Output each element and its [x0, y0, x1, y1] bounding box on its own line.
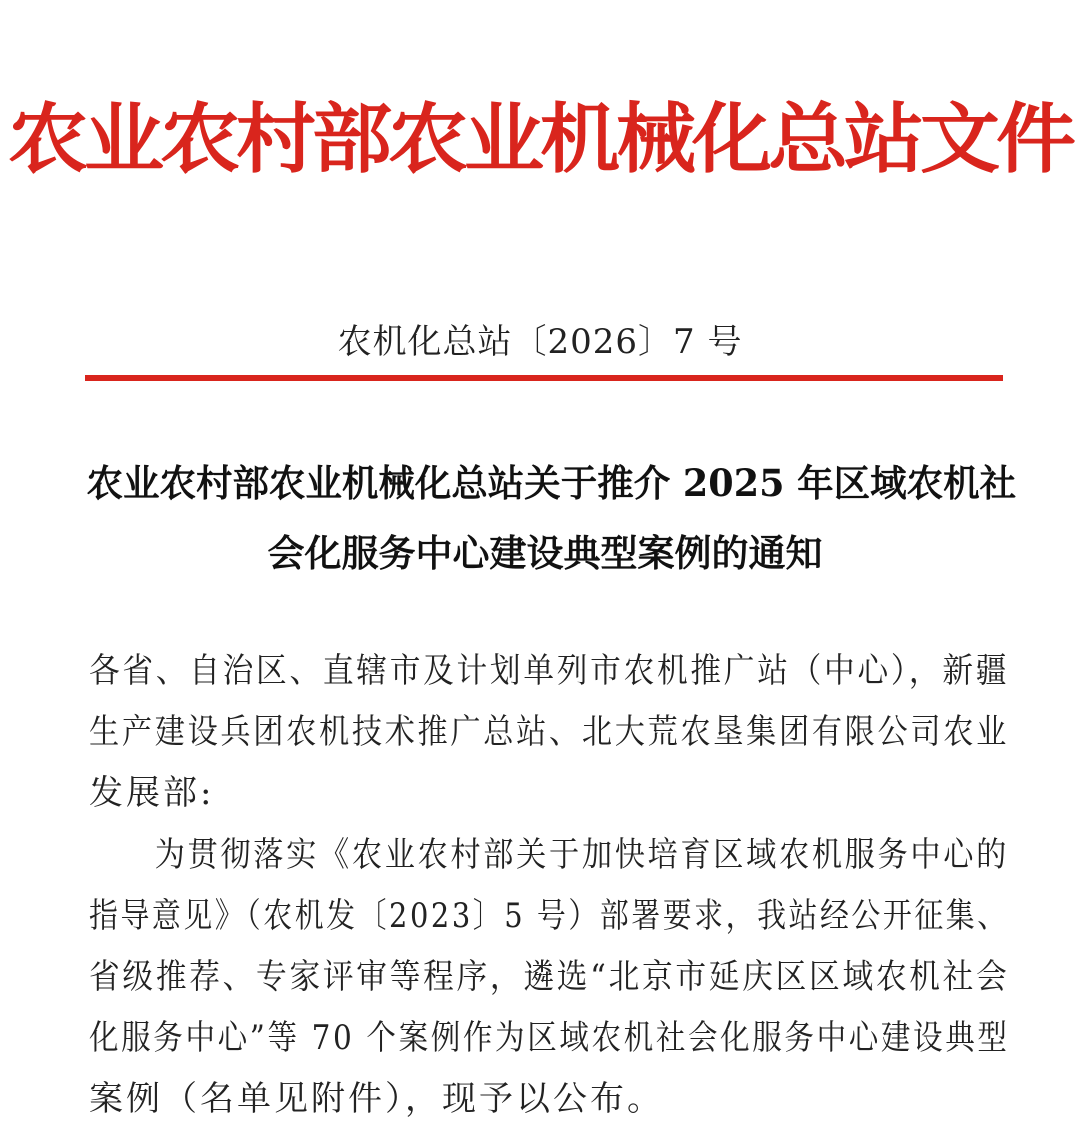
- addressee-line: 各省、自治区、直辖市及计划单列市农机推广站（中心），新疆: [89, 651, 1010, 691]
- addressee-line: 发展部:: [89, 773, 215, 813]
- addressee-block: [89, 641, 1009, 824]
- notice-title: [80, 448, 1017, 588]
- red-divider-line: [85, 375, 1003, 381]
- document-masthead: 农业农村部农业机械化总站文件: [8, 95, 1072, 184]
- paragraph-line: 省级推荐、专家评审等程序，遴选“北京市延庆区区域农机社会: [89, 957, 1010, 997]
- title-line: 农业农村部农业机械化总站关于推介 2025 年区域农机社: [86, 461, 1017, 505]
- body-paragraph: [89, 825, 1009, 1130]
- paragraph-line: 案例（名单见附件），现予以公布。: [89, 1079, 664, 1119]
- title-line: 会化服务中心建设典型案例的通知: [267, 531, 823, 575]
- paragraph-line: 指导意见》（农机发〔2023〕5 号）部署要求，我站经公开征集、: [89, 896, 1009, 936]
- paragraph-line: 为贯彻落实《农业农村部关于加快培育区域农机服务中心的: [89, 835, 1009, 875]
- paragraph-line: 化服务中心”等 70 个案例作为区域农机社会化服务中心建设典型: [89, 1018, 1010, 1058]
- document-number: 农机化总站〔2026〕7 号: [337, 322, 743, 362]
- addressee-line: 生产建设兵团农机技术推广总站、北大荒农垦集团有限公司农业: [89, 712, 1009, 752]
